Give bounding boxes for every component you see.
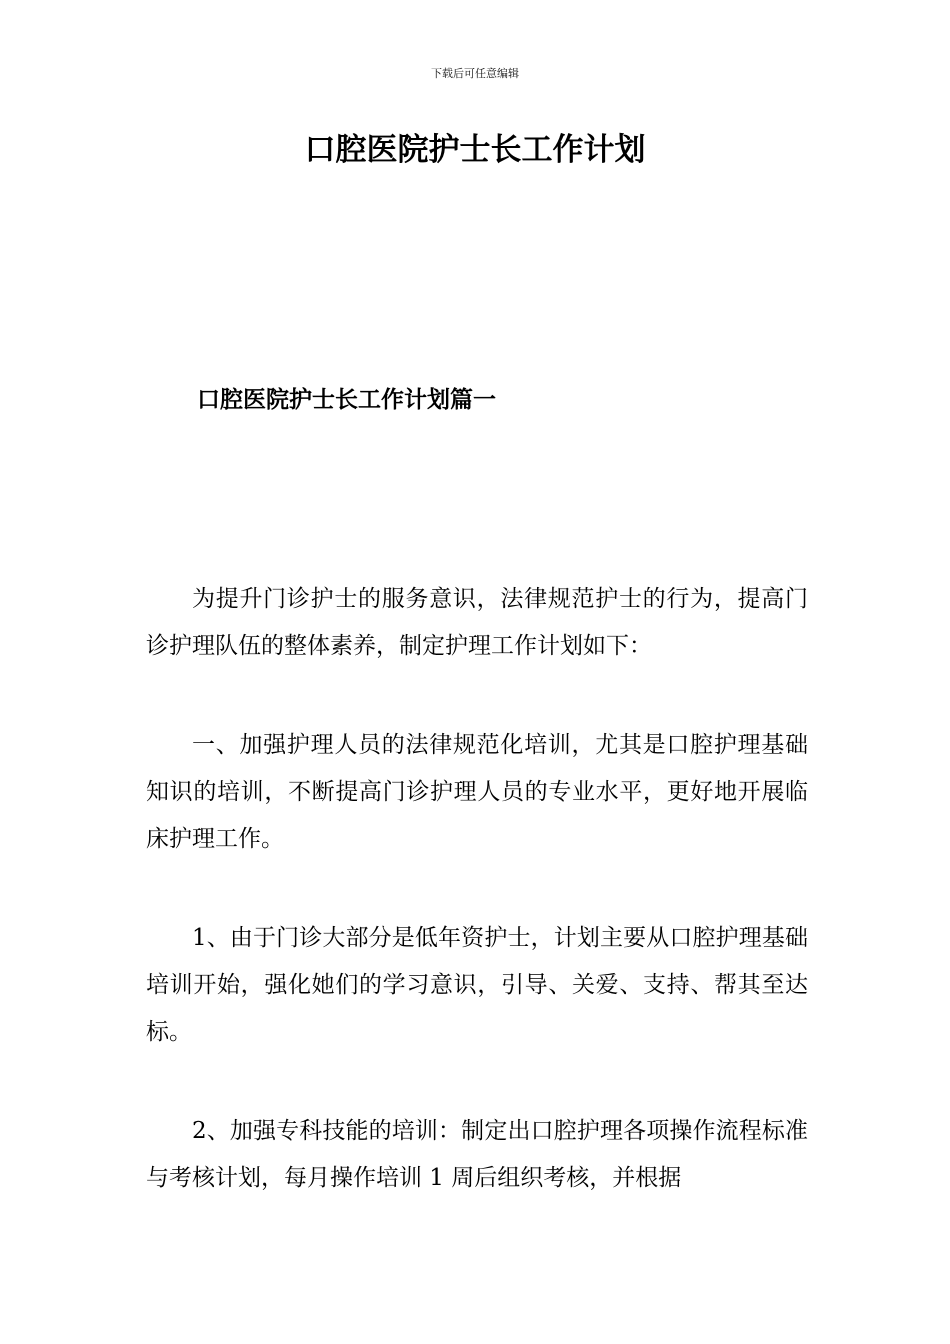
paragraph-item-1-2: 2、加强专科技能的培训：制定出口腔护理各项操作流程标准与考核计划，每月操作培训 1 周后组织考核，并根据 [146,1118,808,1191]
document-title: 口腔医院护士长工作计划 [304,132,646,168]
paragraph-intro: 为提升门诊护士的服务意识，法律规范护士的行为，提高门诊护理队伍的整体素养，制定护理工作计划如下： [146,586,808,659]
document-body [146,576,808,1254]
paragraph-item-1: 一、加强护理人员的法律规范化培训，尤其是口腔护理基础知识的培训，不断提高门诊护理人员的专业水平，更好地开展临床护理工作。 [146,732,808,852]
page-header-note: 下载后可任意编辑 [431,67,519,80]
section-heading: 口腔医院护士长工作计划篇一 [197,386,496,413]
paragraph-item-1-1: 1、由于门诊大部分是低年资护士，计划主要从口腔护理基础培训开始，强化她们的学习意识，引导、关爱、支持、帮其至达标。 [146,925,808,1045]
